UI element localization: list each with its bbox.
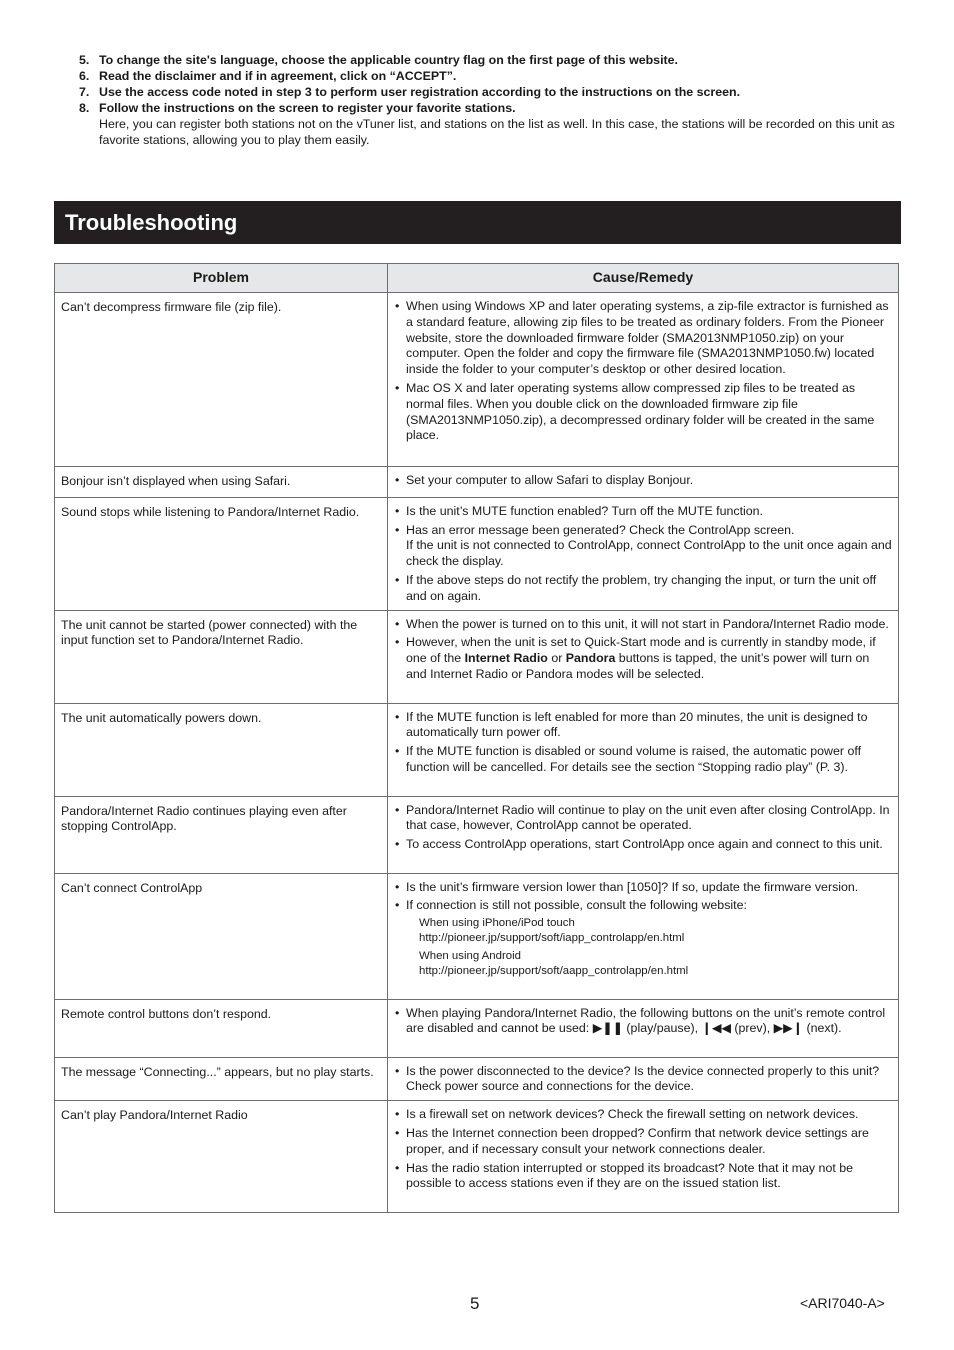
table-row	[55, 467, 899, 498]
remedy-text: If connection is still not possible, consult the following website:	[406, 898, 747, 913]
remedy-cell	[388, 497, 899, 610]
step-number: 6.	[79, 69, 90, 83]
remedy-bullet: • Has an error message been generated? Check the ControlApp screen. If the unit is not connected to ControlApp, connect ControlApp to the unit once again and check the display.	[395, 522, 892, 569]
problem-cell: Bonjour isn’t displayed when using Safari.	[55, 467, 388, 498]
remedy-bullet: • If connection is still not possible, consult the following website:	[394, 898, 892, 914]
remedy-text: Has an error message been generated? Check the ControlApp screen.	[406, 522, 795, 537]
remedy-continuation: If the unit is not connected to ControlApp, connect ControlApp to the unit once again and check the display.	[406, 538, 892, 569]
remedy-text: Is the power disconnected to the device? Is the device connected properly to this unit? Check power source and connections for the device.	[406, 1063, 880, 1094]
problem-cell: Sound stops while listening to Pandora/Internet Radio.	[55, 497, 388, 610]
table-row	[55, 703, 899, 796]
remedy-bullet: • Is a firewall set on network devices? Check the firewall setting on network devices.	[394, 1107, 892, 1123]
problem-cell: Pandora/Internet Radio continues playing even after stopping ControlApp.	[55, 796, 388, 873]
problem-cell: The unit automatically powers down.	[55, 703, 388, 796]
table-row	[55, 293, 899, 467]
table-row	[55, 610, 899, 703]
remedy-cell	[388, 873, 899, 999]
problem-cell: The message “Connecting...” appears, but no play starts.	[55, 1057, 388, 1101]
remedy-cell	[388, 1057, 899, 1101]
page-number: 5	[470, 1294, 480, 1313]
step-note: Here, you can register both stations not on the vTuner list, and stations on the list as well. In this case, the stations will be recorded on this unit as favorite stations, allowing you to play them easily.	[99, 117, 895, 147]
remedy-text: or	[547, 651, 566, 666]
table-row	[55, 873, 899, 999]
remedy-text: If the MUTE function is left enabled for more than 20 minutes, the unit is designed to automatically turn power off.	[406, 709, 868, 740]
remedy-text: Is the unit’s firmware version lower than [1050]? If so, update the firmware version.	[406, 879, 859, 894]
step-item	[79, 52, 899, 68]
remedy-bullet: • Is the unit’s firmware version lower than [1050]? If so, update the firmware version.	[394, 880, 892, 896]
remedy-bullet: • To access ControlApp operations, start ControlApp once again and connect to this unit.	[394, 837, 892, 853]
remedy-bullet: • If the MUTE function is disabled or sound volume is raised, the automatic power off function will be cancelled. For details see the section “Stopping radio play” (P. 3).	[394, 744, 892, 776]
table-row	[55, 1101, 899, 1213]
table-header-row	[55, 264, 899, 293]
remedy-text: To access ControlApp operations, start ControlApp once again and connect to this unit.	[406, 837, 883, 852]
problem-cell: Can’t decompress firmware file (zip file).	[55, 293, 388, 467]
remedy-bullet: • If the MUTE function is left enabled for more than 20 minutes, the unit is designed to automatically turn power off.	[394, 710, 892, 742]
remedy-text: Has the radio station interrupted or stopped its broadcast? Note that it may not be possible to access stations even if they are on the issued station list.	[406, 1160, 854, 1191]
step-item	[79, 100, 899, 148]
remedy-text: When the power is turned on to this unit, it will not start in Pandora/Internet Radio mode.	[406, 616, 889, 631]
remedy-cell	[388, 467, 899, 498]
troubleshooting-table	[54, 263, 899, 1213]
remedy-text: When playing Pandora/Internet Radio, the following buttons on the unit’s remote control are disabled and cannot be used: ▶❚❚ (play/pause), ❙◀◀ (prev), ▶▶❙ (next).	[406, 1005, 886, 1036]
table-row	[55, 796, 899, 873]
step-text: Use the access code noted in step 3 to perform user registration according to the instructions on the screen.	[99, 85, 741, 99]
remedy-text: Has the Internet connection been dropped? Confirm that network device settings are proper, and if necessary consult your network connections dealer.	[406, 1125, 869, 1156]
remedy-cell	[388, 703, 899, 796]
internet-radio-button-label: Internet Radio	[464, 651, 548, 666]
document-code: <ARI7040-A>	[800, 1295, 885, 1311]
remedy-bullet: • Mac OS X and later operating systems allow compressed zip files to be treated as normal files. When you double click on the downloaded firmware zip file (SMA2013NMP1050.zip), a decompressed ordinary folder will be created in the same place.	[394, 381, 892, 444]
remedy-cell	[388, 293, 899, 467]
section-title: Troubleshooting	[65, 210, 238, 235]
problem-cell: Can’t connect ControlApp	[55, 873, 388, 999]
remedy-bullet: • Is the unit’s MUTE function enabled? Turn off the MUTE function.	[394, 504, 892, 520]
remedy-text: buttons is tapped, the unit’s power will turn on and Internet Radio or Pandora modes will be selected.	[406, 651, 870, 681]
section-header-bar	[54, 201, 901, 244]
step-item	[79, 84, 899, 100]
remedy-text: Mac OS X and later operating systems allow compressed zip files to be treated as normal files. When you double click on the downloaded firmware zip file (SMA2013NMP1050.zip), a decompressed ordinary folder will be created in the same place.	[406, 380, 875, 443]
step-text: To change the site's language, choose the applicable country flag on the first page of this website.	[99, 53, 678, 67]
remedy-text: Is a firewall set on network devices? Check the firewall setting on network devices.	[406, 1107, 859, 1122]
remedy-text: When using Windows XP and later operating systems, a zip-file extractor is furnished as a standard feature, allowing zip files to be treated as ordinary folders. From the Pioneer website, store the downloaded firmware folder (SMA2013NMP1050.zip) on your computer. Open the folder and copy the firmware file (SMA2013NMP1050.fw) located inside the folder to your computer’s desktop or other desired location.	[406, 299, 889, 377]
column-header-problem: Problem	[55, 264, 388, 293]
step-number: 8.	[79, 101, 90, 115]
remedy-bullet: • Has the radio station interrupted or stopped its broadcast? Note that it may not be possible to access stations even if they are on the issued station list.	[394, 1161, 892, 1193]
remedy-text: Set your computer to allow Safari to display Bonjour.	[406, 473, 694, 487]
step-number: 5.	[79, 53, 90, 67]
remedy-bullet: • When playing Pandora/Internet Radio, the following buttons on the unit’s remote control are disabled and cannot be used: ▶❚❚ (play/pause), ❙◀◀ (prev), ▶▶❙ (next).	[394, 1006, 892, 1038]
remedy-text: If the MUTE function is disabled or sound volume is raised, the automatic power off function will be cancelled. For details see the section “Stopping radio play” (P. 3).	[406, 744, 862, 774]
remedy-bullet: • However, when the unit is set to Quick-Start mode and is currently in standby mode, if one of the Internet Radio or Pandora buttons is tapped, the unit’s power will turn on and Internet Radio or Pandora modes will be selected.	[395, 635, 876, 681]
support-url-link[interactable]: http://pioneer.jp/support/soft/aapp_controlapp/en.html	[419, 965, 689, 978]
remedy-cell	[388, 1101, 899, 1213]
problem-cell: Can’t play Pandora/Internet Radio	[55, 1101, 388, 1213]
step-text: Follow the instructions on the screen to register your favorite stations.	[99, 101, 516, 115]
remedy-bullet: • Has the Internet connection been dropped? Confirm that network device settings are proper, and if necessary consult your network connections dealer.	[394, 1126, 892, 1158]
table-row	[55, 1057, 899, 1101]
problem-cell: Remote control buttons don’t respond.	[55, 999, 388, 1057]
remedy-bullet: • Set your computer to allow Safari to display Bonjour.	[394, 473, 892, 489]
step-text: Read the disclaimer and if in agreement, click on “ACCEPT”.	[99, 69, 457, 83]
remedy-text: Is the unit’s MUTE function enabled? Turn off the MUTE function.	[406, 503, 763, 518]
remedy-bullet: • Is the power disconnected to the device? Is the device connected properly to this unit? Check power source and connections for the device.	[394, 1064, 892, 1096]
remedy-text: If the above steps do not rectify the problem, try changing the input, or turn the unit off and on again.	[406, 572, 877, 603]
remedy-text: Pandora/Internet Radio will continue to play on the unit even after closing ControlApp. In that case, however, ControlApp cannot be operated.	[406, 802, 890, 833]
remedy-cell	[388, 999, 899, 1057]
table-row	[55, 999, 899, 1057]
link-label: When using Android	[419, 950, 521, 963]
table-row	[55, 497, 899, 610]
remedy-text: However, when the unit is set to Quick-Start mode and is currently in standby mode, if one of the	[406, 635, 876, 666]
remedy-cell	[388, 796, 899, 873]
link-label: When using iPhone/iPod touch	[419, 917, 575, 930]
remedy-bullet: • When using Windows XP and later operating systems, a zip-file extractor is furnished as a standard feature, allowing zip files to be treated as ordinary folders. From the Pioneer website, store the downloaded firmware folder (SMA2013NMP1050.zip) on your computer. Open the folder and copy the firmware file (SMA2013NMP1050.fw) located inside the folder to your computer’s desktop or other desired location.	[394, 299, 892, 378]
remedy-bullet: • If the above steps do not rectify the problem, try changing the input, or turn the unit off and on again.	[394, 573, 892, 605]
problem-cell: The unit cannot be started (power connected) with the input function set to Pandora/Internet Radio.	[55, 610, 388, 703]
remedy-cell	[388, 610, 899, 703]
support-url-link[interactable]: http://pioneer.jp/support/soft/iapp_controlapp/en.html	[419, 932, 685, 945]
remedy-bullet: • When the power is turned on to this unit, it will not start in Pandora/Internet Radio mode.	[394, 617, 892, 633]
step-item	[79, 68, 899, 84]
remedy-bullet: • Pandora/Internet Radio will continue to play on the unit even after closing ControlApp. In that case, however, ControlApp cannot be operated.	[394, 803, 892, 835]
step-number: 7.	[79, 85, 90, 99]
instruction-steps	[79, 52, 899, 148]
column-header-remedy: Cause/Remedy	[388, 264, 899, 293]
pandora-button-label: Pandora	[565, 651, 616, 666]
